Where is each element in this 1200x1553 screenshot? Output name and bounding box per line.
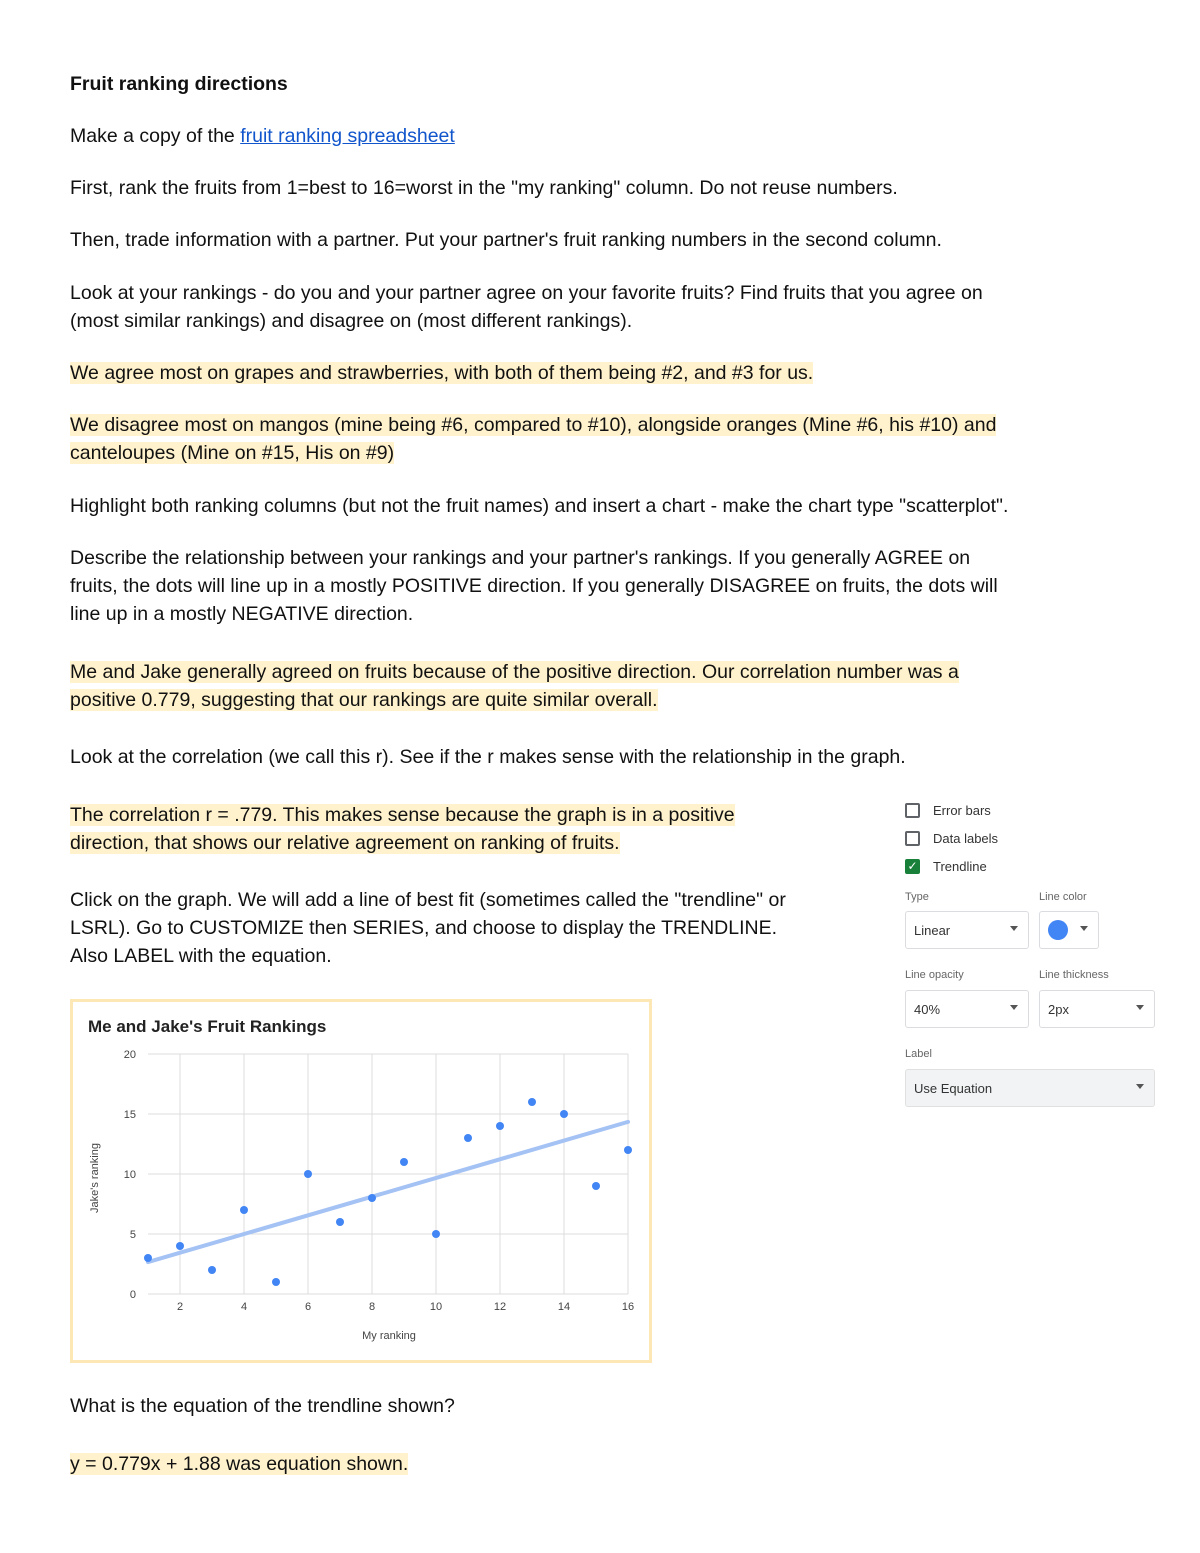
x-tick-label: 12 [493, 1301, 507, 1313]
data-point[interactable] [560, 1110, 568, 1118]
equation-question: What is the equation of the trendline shown? [70, 1395, 455, 1417]
chevron-down-icon [1136, 1005, 1144, 1010]
copy-prefix: Make a copy of the [70, 125, 241, 147]
opacity-value: 40% [914, 1001, 941, 1017]
describe-line-1: Describe the relationship between your rankings and your partner's rankings. If you generally AGREE on [70, 547, 971, 569]
disagree-line-1: We disagree most on mangos (mine being #6, compared to #10), alongside oranges (Mine #6, his #10) and [70, 414, 997, 436]
trendline-line-2: LSRL). Go to CUSTOMIZE then SERIES, and choose to display the TRENDLINE. [70, 917, 777, 939]
copy-instruction [70, 122, 455, 150]
thickness-label: Line thickness [1039, 969, 1109, 981]
opacity-label: Line opacity [905, 969, 964, 981]
chart-title: Me and Jake's Fruit Rankings [88, 1017, 327, 1036]
data-point[interactable] [304, 1170, 312, 1178]
agree-answer-text: We agree most on grapes and strawberries, with both of them being #2, and #3 for us. [70, 362, 814, 384]
page-title: Fruit ranking directions [70, 73, 288, 95]
data-point[interactable] [496, 1122, 504, 1130]
type-label: Type [905, 891, 929, 903]
equation-answer [70, 1450, 408, 1478]
error-bars-option[interactable] [905, 800, 991, 820]
relationship-line-2: positive 0.779, suggesting that our rankings are quite similar overall. [70, 689, 658, 711]
type-value: Linear [914, 922, 951, 938]
data-point[interactable] [400, 1158, 408, 1166]
x-tick-label: 8 [368, 1301, 376, 1313]
data-point[interactable] [144, 1254, 152, 1262]
y-tick-label: 10 [123, 1169, 136, 1181]
data-point[interactable] [624, 1146, 632, 1154]
data-point[interactable] [208, 1266, 216, 1274]
y-tick-label: 20 [123, 1049, 136, 1061]
error-bars-checkbox[interactable] [905, 803, 920, 818]
trendline-option[interactable] [905, 856, 987, 876]
y-tick-label: 15 [123, 1109, 136, 1121]
rank-instruction: First, rank the fruits from 1=best to 16=worst in the "my ranking" column. Do not reuse numbers. [70, 177, 898, 199]
data-point[interactable] [336, 1218, 344, 1226]
trendline-checkbox[interactable]: ✓ [905, 859, 920, 874]
opacity-dropdown[interactable] [905, 990, 1029, 1028]
disagree-answer [70, 411, 996, 467]
chevron-down-icon [1136, 1084, 1144, 1089]
correlation-answer [70, 801, 735, 857]
data-labels-label: Data labels [933, 830, 999, 846]
compare-instruction [70, 279, 983, 335]
x-tick-label: 2 [176, 1301, 184, 1313]
x-tick-label: 6 [304, 1301, 312, 1313]
x-tick-label: 14 [557, 1301, 571, 1313]
data-point[interactable] [592, 1182, 600, 1190]
correlation-line-2: direction, that shows our relative agreement on ranking of fruits. [70, 832, 620, 854]
line-color-swatch [1048, 920, 1068, 940]
data-labels-checkbox[interactable] [905, 831, 920, 846]
label-value: Use Equation [914, 1080, 993, 1096]
describe-line-2: fruits, the dots will line up in a mostly POSITIVE direction. If you generally DISAGREE on fruits, the dots will [70, 575, 998, 597]
trendline-line-3: Also LABEL with the equation. [70, 945, 332, 967]
line-color-label: Line color [1039, 891, 1087, 903]
compare-line-2: (most similar rankings) and disagree on (most different rankings). [70, 310, 633, 332]
agree-answer [70, 359, 813, 387]
scatter-chart[interactable] [70, 999, 652, 1363]
trendline-line-1: Click on the graph. We will add a line of best fit (sometimes called the "trendline" or [70, 889, 786, 911]
correlation-instruction: Look at the correlation (we call this r). See if the r makes sense with the relationship in the graph. [70, 746, 906, 768]
correlation-line-1: The correlation r = .779. This makes sense because the graph is in a positive [70, 804, 735, 826]
trendline-label: Trendline [933, 858, 987, 874]
data-point[interactable] [528, 1098, 536, 1106]
trendline [148, 1122, 628, 1262]
thickness-value: 2px [1048, 1001, 1069, 1017]
thickness-dropdown[interactable] [1039, 990, 1155, 1028]
series-customize-panel [905, 796, 1155, 1116]
data-point[interactable] [240, 1206, 248, 1214]
equation-answer-text: y = 0.779x + 1.88 was equation shown. [70, 1453, 409, 1475]
error-bars-label: Error bars [933, 802, 991, 818]
data-point[interactable] [464, 1134, 472, 1142]
trade-instruction: Then, trade information with a partner. Put your partner's fruit ranking numbers in the second column. [70, 229, 942, 251]
line-color-dropdown[interactable] [1039, 911, 1099, 949]
label-label: Label [905, 1048, 932, 1060]
relationship-line-1: Me and Jake generally agreed on fruits because of the positive direction. Our correlation number was a [70, 661, 959, 683]
data-point[interactable] [432, 1230, 440, 1238]
disagree-line-2: canteloupes (Mine on #15, His on #9) [70, 442, 395, 464]
y-tick-label: 0 [129, 1289, 136, 1301]
highlight-instruction: Highlight both ranking columns (but not the fruit names) and insert a chart - make the chart type "scatterplot". [70, 495, 1009, 517]
type-dropdown[interactable] [905, 911, 1029, 949]
x-axis-label: My ranking [362, 1330, 416, 1342]
spreadsheet-link[interactable]: fruit ranking spreadsheet [240, 125, 455, 147]
data-labels-option[interactable] [905, 828, 998, 848]
chevron-down-icon [1010, 1005, 1018, 1010]
x-tick-label: 10 [429, 1301, 443, 1313]
compare-line-1: Look at your rankings - do you and your partner agree on your favorite fruits? Find fruits that you agree on [70, 282, 983, 304]
describe-line-3: line up in a mostly NEGATIVE direction. [70, 603, 414, 625]
chevron-down-icon [1080, 926, 1088, 931]
data-point[interactable] [368, 1194, 376, 1202]
chevron-down-icon [1010, 926, 1018, 931]
trendline-instruction [70, 886, 786, 970]
describe-instruction [70, 544, 998, 628]
data-point[interactable] [176, 1242, 184, 1250]
scatter-chart-svg [73, 1002, 649, 1360]
label-dropdown[interactable] [905, 1069, 1155, 1107]
x-tick-label: 4 [240, 1301, 248, 1313]
x-tick-label: 16 [621, 1301, 635, 1313]
relationship-answer [70, 658, 959, 714]
data-point[interactable] [272, 1278, 280, 1286]
y-tick-label: 5 [129, 1229, 136, 1241]
y-axis-label: Jake's ranking [89, 1143, 101, 1213]
